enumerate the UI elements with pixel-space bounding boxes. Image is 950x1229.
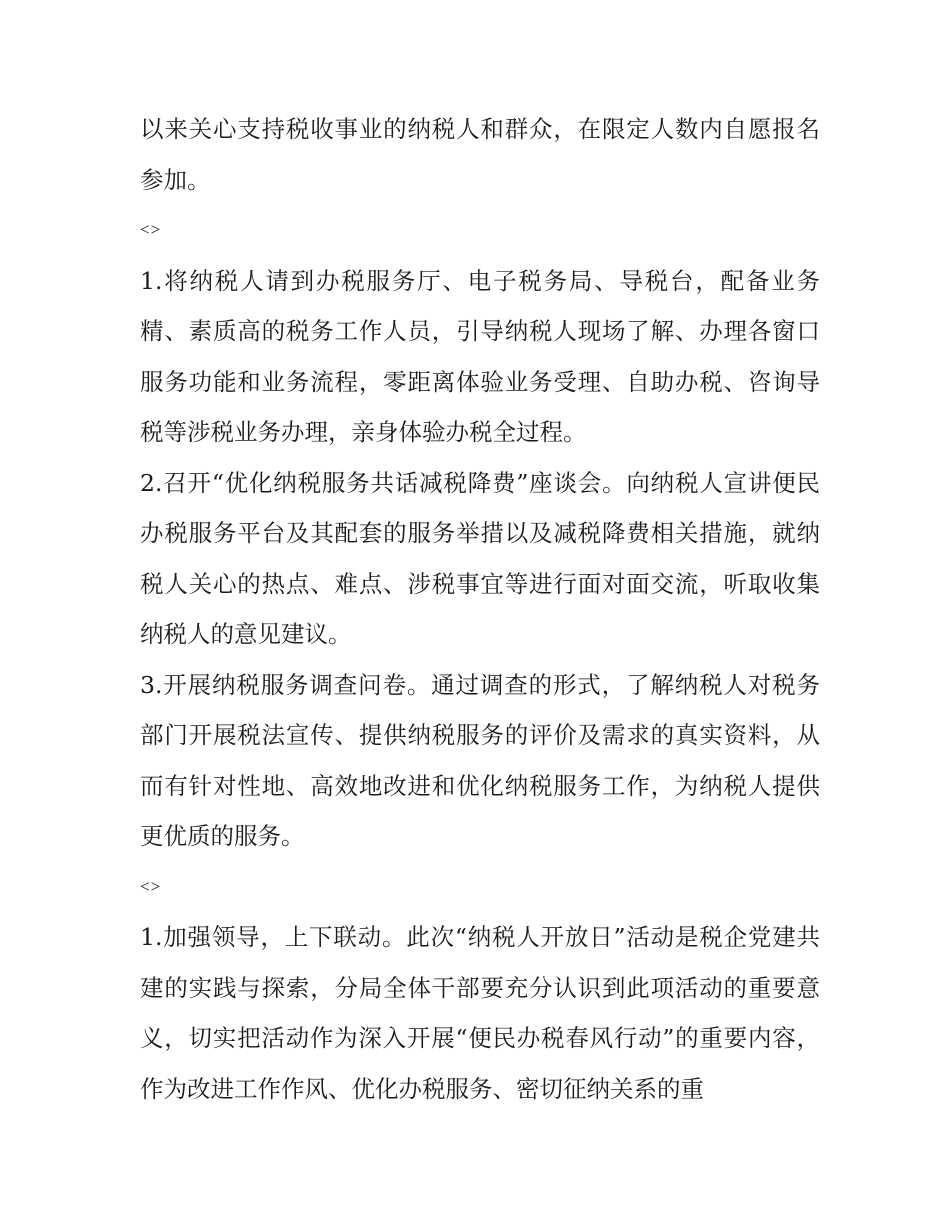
paragraph-requirement-1: 1.加强领导，上下联动。此次“纳税人开放日”活动是税企党建共建的实践与探索，分局全体干部要充分认识到此项活动的重要意义，切实把活动作为深入开展“便民办税春风行动”的重要内容，作为改进工作作风、优化办税服务、密切征纳关系的重 [140, 923, 820, 1103]
section-marker: <> [140, 876, 162, 896]
paragraph-item-2: 2.召开“优化纳税服务共话减税降费”座谈会。向纳税人宣讲便民办税服务平台及其配套的服务举措以及减税降费相关措施，就纳税人关心的热点、难点、涉税事宜等进行面对面交流，听取收集纳税人的意见建议。 [140, 468, 820, 648]
paragraph-intro: 以来关心支持税收事业的纳税人和群众，在限定人数内自愿报名参加。 [140, 115, 820, 194]
document-page [140, 104, 820, 1114]
paragraph-item-3: 3.开展纳税服务调查问卷。通过调查的形式，了解纳税人对税务部门开展税法宣传、提供纳税服务的评价及需求的真实资料，从而有针对性地、高效地改进和优化纳税服务工作，为纳税人提供更优质的服务。 [140, 670, 820, 850]
paragraph-item-1: 1.将纳税人请到办税服务厅、电子税务局、导税台，配备业务精、素质高的税务工作人员，引导纳税人现场了解、办理各窗口服务功能和业务流程，零距离体验业务受理、自助办税、咨询导税等涉税业务办理，亲身体验办税全过程。 [140, 266, 820, 446]
section-marker: <> [140, 220, 162, 239]
